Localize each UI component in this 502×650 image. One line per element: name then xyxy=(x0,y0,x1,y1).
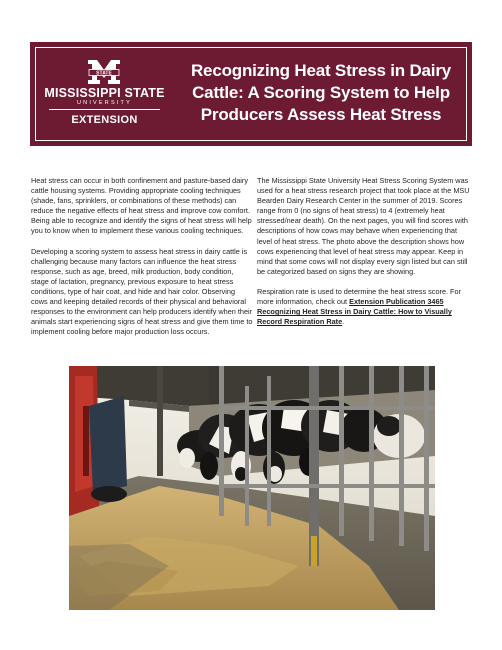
publication-3465-link[interactable]: Extension Publication 3465 Recognizing Heat Stress in Dairy Cattle: How to Visually Record Respiration Rate xyxy=(257,297,452,327)
logo-divider xyxy=(49,109,160,110)
right-column xyxy=(257,176,472,338)
respiration-period: . xyxy=(342,317,345,327)
logo-extension-word: EXTENSION xyxy=(71,114,138,126)
respiration-paragraph xyxy=(257,287,472,327)
logo-university-word: UNIVERSITY xyxy=(76,100,132,106)
document-title: Recognizing Heat Stress in Dairy Cattle: A Scoring System to Help Producers Assess Heat Stress xyxy=(190,61,451,124)
left-column xyxy=(31,176,253,348)
scoring-challenge-paragraph: Developing a scoring system to assess heat stress in dairy cattle is challenging because many factors can influence the heat stress response, such as age, breed, milk production, body condition, stage of lactation, pregnancy, previous exposure to heat stress conditions, type of hair coat, and hide and hair color. Observing cows and keeping detailed records of their physical and behavioral responses to the environment can help producers identify when their animals start experiencing signs of heat stress and give them time to implement cooling before major production loss occurs. xyxy=(31,246,253,337)
dairy-cows-feeding-photo xyxy=(69,366,435,610)
scoring-system-paragraph: The Mississippi State University Heat Stress Scoring System was used for a heat stress research project that took place at the MSU Bearden Dairy Research Center in the summer of 2019. Scores range from 0 (no signs of heat stress) to 4 (extremely heat stressed/near death). On the next pages, you will find scores with descriptions of how cows may behave when experiencing that level of heat stress. The photo above the description shows how cows experiencing that level of heat stress may appear. Keep in mind that some cows will not display every sign listed but can still be categorized based on signs they are showing. xyxy=(257,176,470,276)
logo-university-name: MISSISSIPPI STATE xyxy=(44,86,165,100)
barn-photo-illustration xyxy=(69,366,435,610)
emblem-text: STATE xyxy=(96,70,112,77)
intro-paragraph: Heat stress can occur in both confinement and pasture-based dairy cattle housing systems. Providing appropriate cooling techniques (shade, fans, sprinklers, or combinations of these methods) can reduce the negative effects of heat stress and improve cow comfort. Being able to recognize and identify the signs of heat stress will help you to know when to implement these various cooling techniques. xyxy=(31,176,252,236)
header-banner xyxy=(30,42,472,146)
msu-extension-logo xyxy=(43,58,166,136)
msu-emblem-icon xyxy=(85,58,123,86)
respiration-text: Respiration rate is used to determine the heat stress score. For more information, check out xyxy=(257,287,462,307)
